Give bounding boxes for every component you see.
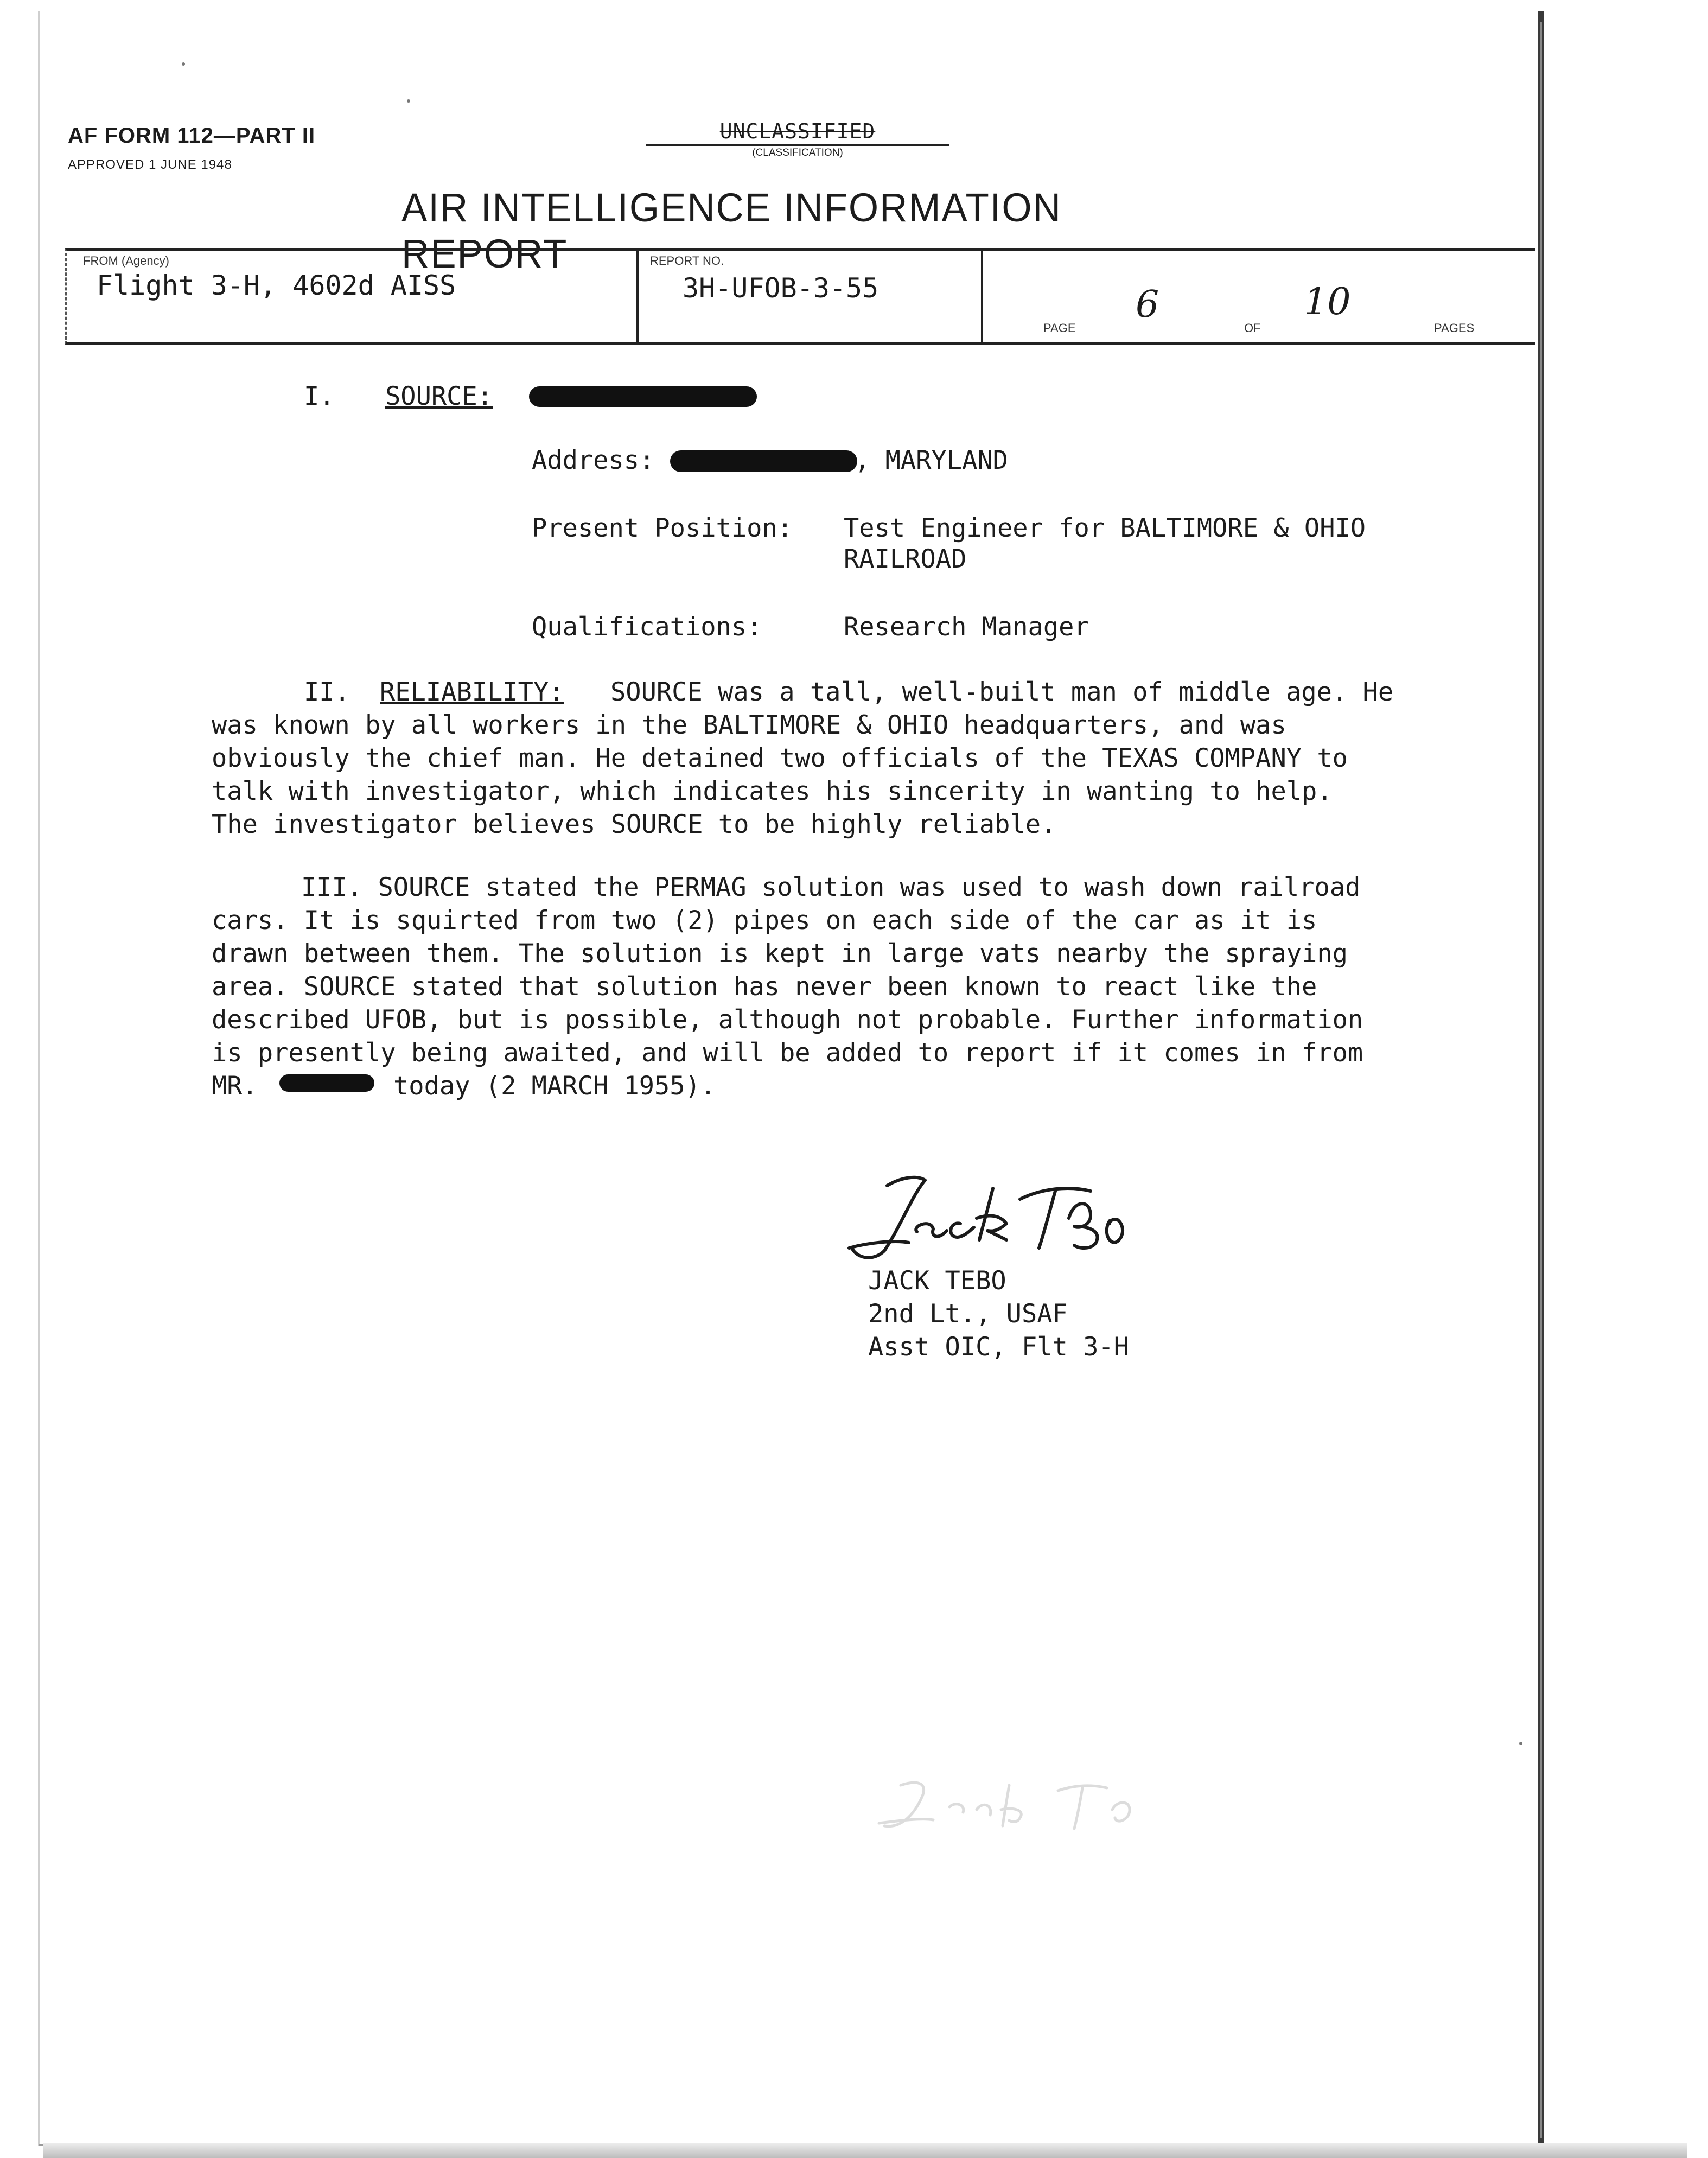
redaction-source-name xyxy=(529,386,757,407)
statement-line-3: drawn between them. The solution is kept in large vats nearby the spraying xyxy=(212,939,1348,969)
ink-speck xyxy=(182,62,185,66)
classification-label: (CLASSIFICATION) xyxy=(646,144,949,159)
report-title: AIR INTELLIGENCE INFORMATION REPORT xyxy=(401,185,1062,276)
statement-line-4: area. SOURCE stated that solution has never been known to react like the xyxy=(212,972,1317,1002)
qualifications-label: Qualifications: xyxy=(532,612,762,642)
form-id: AF FORM 112—PART II xyxy=(68,124,316,148)
report-no-value: 3H-UFOB-3-55 xyxy=(683,272,879,304)
source-label: SOURCE: xyxy=(385,381,493,411)
address-label: Address: xyxy=(532,445,655,475)
from-value: Flight 3-H, 4602d AISS xyxy=(97,270,456,301)
page-label: PAGE xyxy=(1043,321,1076,335)
pages-label: PAGES xyxy=(1434,321,1475,335)
reliability-line-2: was known by all workers in the BALTIMORE & OHIO headquarters, and was xyxy=(212,710,1286,740)
report-no-label: REPORT NO. xyxy=(650,254,724,268)
signer-role: Asst OIC, Flt 3-H xyxy=(868,1332,1130,1362)
bleed-through-signature xyxy=(868,1764,1194,1845)
statement-line-6: is presently being awaited, and will be added to report if it comes in from xyxy=(212,1038,1363,1068)
statement-line-7-start: MR. xyxy=(212,1071,258,1101)
classification-value: UNCLASSIFIED xyxy=(719,119,876,143)
statement-line-1: III. SOURCE stated the PERMAG solution was used to wash down railroad xyxy=(301,873,1361,902)
signer-name: JACK TEBO xyxy=(868,1266,1006,1296)
from-label: FROM (Agency) xyxy=(83,254,169,268)
reliability-label: RELIABILITY: xyxy=(380,677,564,707)
reliability-line-5: The investigator believes SOURCE to be highly reliable. xyxy=(212,810,1056,839)
statement-line-5: described UFOB, but is possible, although not probable. Further information xyxy=(212,1005,1363,1035)
signer-rank: 2nd Lt., USAF xyxy=(868,1299,1068,1329)
reliability-numeral: II. xyxy=(304,677,350,707)
classification-block xyxy=(646,119,949,159)
qualifications-value: Research Manager xyxy=(844,612,1089,642)
ink-speck xyxy=(407,99,410,103)
signature-block xyxy=(868,1264,1129,1364)
page-edge-shadow xyxy=(1540,22,1542,2138)
address-value: , MARYLAND xyxy=(855,445,1008,475)
position-line-1: Test Engineer for BALTIMORE & OHIO xyxy=(844,513,1366,543)
reliability-line-3: obviously the chief man. He detained two officials of the TEXAS COMPANY to xyxy=(212,743,1348,773)
statement-line-2: cars. It is squirted from two (2) pipes on each side of the car as it is xyxy=(212,906,1317,935)
statement-line-7-end: today (2 MARCH 1955). xyxy=(393,1071,716,1101)
form-approved-date: APPROVED 1 JUNE 1948 xyxy=(68,157,232,172)
ink-speck xyxy=(1519,1742,1522,1745)
header-divider xyxy=(981,251,983,342)
reliability-line-1: SOURCE was a tall, well-built man of middle age. He xyxy=(610,677,1394,707)
source-numeral: I. xyxy=(304,381,335,411)
report-header-box xyxy=(65,248,1535,345)
position-label: Present Position: xyxy=(532,513,793,543)
position-line-2: RAILROAD xyxy=(844,544,967,574)
of-label: OF xyxy=(1244,321,1261,335)
header-divider xyxy=(636,251,639,342)
reliability-line-4: talk with investigator, which indicates his sincerity in wanting to help. xyxy=(212,776,1333,806)
page-bottom-shadow xyxy=(43,2143,1687,2158)
redaction-address xyxy=(670,450,857,472)
handwritten-signature xyxy=(836,1167,1139,1270)
redaction-mr-name xyxy=(279,1074,374,1092)
page-total: 10 xyxy=(1304,281,1351,323)
page-number: 6 xyxy=(1136,283,1159,326)
